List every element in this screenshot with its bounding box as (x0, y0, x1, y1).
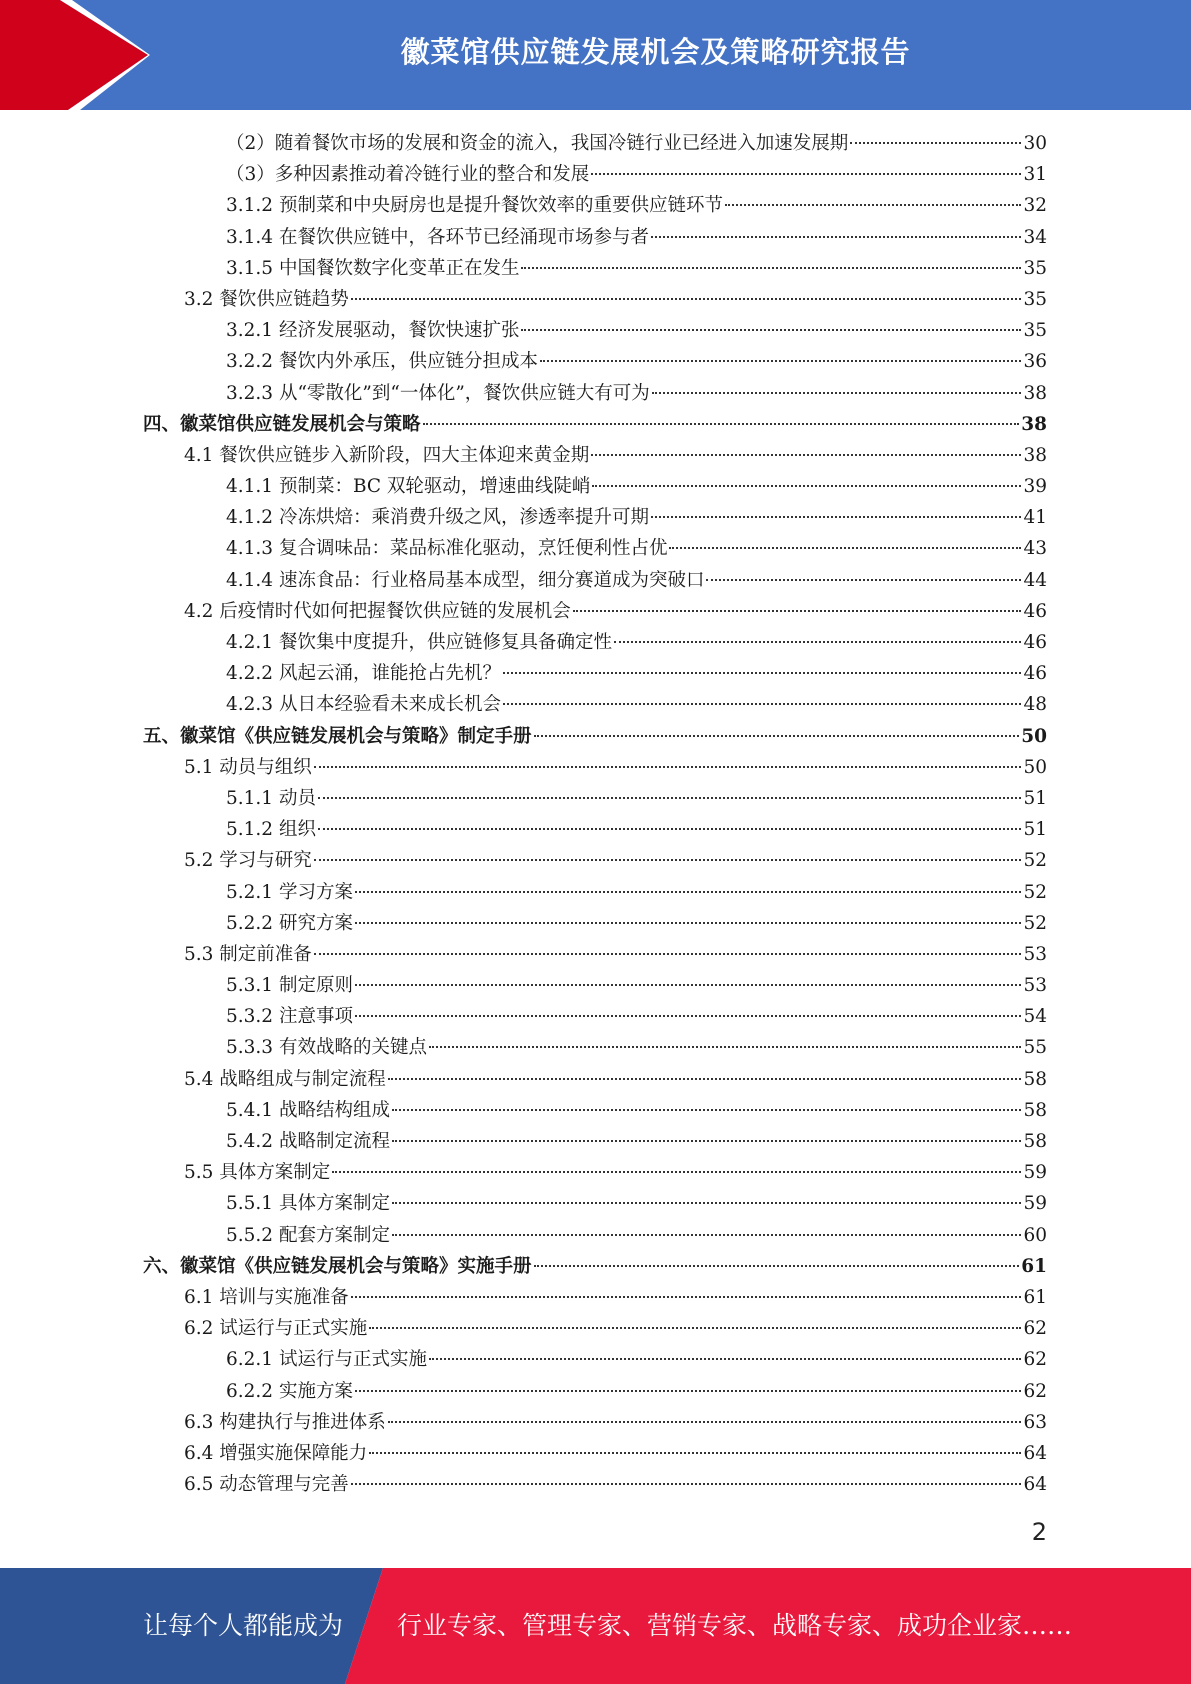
toc-entry[interactable] (0, 845, 1191, 876)
toc-entry-label: 5.2.1 学习方案 (226, 881, 353, 903)
toc-dot-leader (369, 1450, 1021, 1454)
toc-entry-page: 62 (1023, 1318, 1047, 1340)
footer-slogan-right: 行业专家、管理专家、营销专家、战略专家、成功企业家…… (397, 1611, 1073, 1640)
toc-entry-page: 64 (1023, 1442, 1047, 1464)
toc-entry[interactable] (0, 877, 1191, 908)
toc-entry-page: 46 (1023, 600, 1047, 622)
page-number: 2 (1031, 1518, 1047, 1546)
toc-entry[interactable] (0, 1220, 1191, 1251)
toc-dot-leader (355, 889, 1022, 893)
toc-entry[interactable] (0, 1126, 1191, 1157)
toc-dot-leader (850, 140, 1021, 144)
toc-entry[interactable] (0, 752, 1191, 783)
toc-entry-page: 36 (1023, 351, 1047, 373)
toc-entry-page: 30 (1023, 133, 1047, 154)
toc-entry[interactable] (0, 1438, 1191, 1469)
toc-entry[interactable] (0, 1469, 1191, 1500)
toc-dot-leader (318, 795, 1022, 799)
toc-dot-leader (651, 514, 1021, 518)
toc-entry-page: 53 (1023, 975, 1047, 997)
toc-entry[interactable] (0, 1188, 1191, 1219)
toc-entry[interactable] (0, 596, 1191, 627)
toc-entry-page: 58 (1023, 1068, 1047, 1090)
toc-entry-label: 4.2.1 餐饮集中度提升，供应链修复具备确定性 (226, 632, 612, 653)
toc-dot-leader (355, 1013, 1022, 1017)
page-header (0, 0, 1191, 110)
toc-entry-page: 50 (1023, 756, 1047, 778)
toc-entry-page: 51 (1023, 819, 1047, 841)
toc-entry-page: 46 (1023, 663, 1047, 685)
toc-entry-label: 4.1.1 预制菜：BC 双轮驱动，增速曲线陡峭 (226, 476, 591, 498)
toc-entry[interactable] (0, 1032, 1191, 1063)
toc-entry-page: 62 (1023, 1380, 1047, 1402)
toc-entry-label: 3.2 餐饮供应链趋势 (184, 288, 349, 310)
toc-entry[interactable] (0, 128, 1191, 159)
toc-entry-label: 5.5 具体方案制定 (184, 1162, 331, 1184)
toc-dot-leader (314, 764, 1022, 768)
toc-dot-leader (351, 296, 1022, 300)
toc-dot-leader (534, 733, 1020, 737)
toc-entry-label: 6.5 动态管理与完善 (184, 1474, 349, 1496)
toc-dot-leader (591, 171, 1021, 175)
toc-entry-label: 3.1.2 预制菜和中央厨房也是提升餐饮效率的重要供应链环节 (226, 195, 723, 217)
toc-entry[interactable] (0, 814, 1191, 845)
toc-entry-label: 5.5.1 具体方案制定 (226, 1193, 390, 1215)
toc-entry-label: 5.3.3 有效战略的关键点 (226, 1037, 427, 1059)
toc-entry-page: 38 (1021, 413, 1047, 435)
toc-dot-leader (591, 452, 1021, 456)
toc-dot-leader (521, 265, 1021, 269)
toc-entry[interactable] (0, 378, 1191, 409)
toc-entry[interactable] (0, 689, 1191, 720)
toc-entry-label: 6.2.1 试运行与正式实施 (226, 1349, 427, 1371)
toc-entry[interactable] (0, 1064, 1191, 1095)
toc-entry-label: 6.4 增强实施保障能力 (184, 1442, 368, 1464)
toc-entry[interactable] (0, 908, 1191, 939)
toc-entry-page: 50 (1021, 725, 1047, 747)
toc-dot-leader (314, 951, 1022, 955)
toc-entry-label: 六、徽菜馆《供应链发展机会与策略》实施手册 (143, 1255, 532, 1277)
toc-dot-leader (429, 1356, 1021, 1360)
toc-entry-label: 3.2.1 经济发展驱动，餐饮快速扩张 (226, 320, 520, 342)
toc-entry-label: 五、徽菜馆《供应链发展机会与策略》制定手册 (143, 725, 532, 747)
toc-entry-page: 62 (1023, 1349, 1047, 1371)
toc-dot-leader (355, 982, 1022, 986)
toc-entry-page: 64 (1023, 1474, 1047, 1496)
toc-entry[interactable] (0, 1095, 1191, 1126)
toc-entry-page: 34 (1023, 226, 1047, 248)
document-title: 徽菜馆供应链发展机会及策略研究报告 (400, 34, 911, 69)
toc-entry-label: 4.1 餐饮供应链步入新阶段，四大主体迎来黄金期 (184, 444, 590, 466)
toc-dot-leader (392, 1200, 1021, 1204)
toc-entry-page: 52 (1023, 912, 1047, 934)
toc-entry-label: 4.1.3 复合调味品：菜品标准化驱动，烹饪便利性占优 (226, 538, 668, 560)
toc-entry-page: 32 (1023, 195, 1047, 217)
toc-entry-label: （2）随着餐饮市场的发展和资金的流入，我国冷链行业已经进入加速发展期 (226, 133, 849, 154)
toc-entry-page: 52 (1023, 850, 1047, 872)
toc-entry[interactable] (0, 1407, 1191, 1438)
toc-entry[interactable] (0, 721, 1191, 752)
toc-entry-label: 5.5.2 配套方案制定 (226, 1224, 390, 1246)
toc-entry[interactable] (0, 284, 1191, 315)
toc-entry[interactable] (0, 1251, 1191, 1282)
toc-entry[interactable] (0, 346, 1191, 377)
toc-entry[interactable] (0, 627, 1191, 658)
toc-dot-leader (423, 421, 1020, 425)
toc-entry-label: 4.2 后疫情时代如何把握餐饮供应链的发展机会 (184, 600, 571, 622)
toc-entry-page: 31 (1023, 164, 1047, 186)
toc-entry-page: 52 (1023, 881, 1047, 903)
toc-entry-label: 3.2.2 餐饮内外承压，供应链分担成本 (226, 351, 538, 373)
toc-entry-page: 35 (1023, 257, 1047, 279)
toc-entry-page: 41 (1023, 507, 1047, 529)
toc-entry-page: 63 (1023, 1411, 1047, 1433)
toc-entry[interactable] (0, 533, 1191, 564)
toc-dot-leader (351, 1294, 1022, 1298)
toc-entry-page: 48 (1023, 694, 1047, 716)
toc-dot-leader (355, 1388, 1022, 1392)
footer-slogan-left: 让每个人都能成为 (143, 1611, 344, 1640)
toc-entry[interactable] (0, 502, 1191, 533)
toc-dot-leader (652, 390, 1022, 394)
toc-entry[interactable] (0, 253, 1191, 284)
toc-entry-page: 35 (1023, 288, 1047, 310)
toc-entry-page: 35 (1023, 320, 1047, 342)
toc-entry-label: 4.2.2 风起云涌，谁能抢占先机？ (226, 663, 501, 685)
toc-entry[interactable] (0, 565, 1191, 596)
toc-entry[interactable] (0, 658, 1191, 689)
toc-entry-page: 51 (1023, 787, 1047, 809)
table-of-contents (0, 128, 1191, 1500)
toc-entry-page: 39 (1023, 476, 1047, 498)
page-footer (0, 1568, 1191, 1684)
toc-entry-label: 5.3 制定前准备 (184, 943, 312, 965)
toc-entry-page: 38 (1023, 382, 1047, 404)
toc-entry-label: 5.1.2 组织 (226, 819, 316, 841)
toc-dot-leader (369, 1325, 1021, 1329)
toc-entry-label: 4.2.3 从日本经验看未来成长机会 (226, 694, 501, 716)
toc-entry-page: 60 (1023, 1224, 1047, 1246)
toc-dot-leader (503, 670, 1021, 674)
toc-dot-leader (573, 608, 1022, 612)
toc-entry-label: 6.2.2 实施方案 (226, 1380, 353, 1402)
toc-entry-label: 5.4.2 战略制定流程 (226, 1131, 390, 1152)
toc-entry[interactable] (0, 939, 1191, 970)
toc-dot-leader (314, 857, 1022, 861)
toc-entry-label: 5.3.2 注意事项 (226, 1006, 353, 1028)
toc-entry[interactable] (0, 1376, 1191, 1407)
toc-entry-label: 4.1.2 冷冻烘焙：乘消费升级之风，渗透率提升可期 (226, 507, 649, 529)
toc-entry-label: 5.2.2 研究方案 (226, 912, 353, 934)
toc-entry-label: 5.1 动员与组织 (184, 756, 312, 778)
toc-entry-page: 38 (1023, 444, 1047, 466)
toc-entry[interactable] (0, 440, 1191, 471)
toc-entry[interactable] (0, 1282, 1191, 1313)
toc-entry[interactable] (0, 315, 1191, 346)
toc-entry-label: 5.1.1 动员 (226, 787, 316, 809)
toc-dot-leader (332, 1169, 1021, 1173)
toc-dot-leader (669, 545, 1021, 549)
toc-entry-page: 54 (1023, 1006, 1047, 1028)
toc-entry-label: 3.2.3 从“零散化”到“一体化”，餐饮供应链大有可为 (226, 382, 650, 404)
toc-entry[interactable] (0, 1344, 1191, 1375)
toc-entry-page: 53 (1023, 943, 1047, 965)
toc-entry-label: 5.4.1 战略结构组成 (226, 1099, 390, 1121)
toc-entry-label: 5.3.1 制定原则 (226, 975, 353, 997)
toc-entry-label: 四、徽菜馆供应链发展机会与策略 (143, 413, 421, 435)
toc-entry-page: 58 (1023, 1131, 1047, 1152)
toc-entry-page: 61 (1021, 1255, 1047, 1277)
toc-dot-leader (706, 577, 1021, 581)
toc-dot-leader (534, 1263, 1020, 1267)
toc-entry[interactable] (0, 409, 1191, 440)
toc-entry-page: 44 (1023, 569, 1047, 591)
toc-entry-page: 59 (1023, 1193, 1047, 1215)
toc-dot-leader (651, 234, 1021, 238)
toc-entry[interactable] (0, 190, 1191, 221)
toc-entry-label: 3.1.5 中国餐饮数字化变革正在发生 (226, 257, 520, 279)
toc-entry[interactable] (0, 471, 1191, 502)
toc-entry-page: 61 (1023, 1286, 1047, 1308)
toc-entry-page: 43 (1023, 538, 1047, 560)
toc-dot-leader (521, 327, 1021, 331)
toc-entry-label: 5.2 学习与研究 (184, 850, 312, 872)
toc-entry-label: 4.1.4 速冻食品：行业格局基本成型，细分赛道成为突破口 (226, 569, 705, 591)
toc-dot-leader (351, 1481, 1022, 1485)
toc-dot-leader (592, 483, 1021, 487)
toc-entry-page: 58 (1023, 1099, 1047, 1121)
toc-dot-leader (725, 202, 1021, 206)
toc-dot-leader (392, 1232, 1021, 1236)
toc-entry[interactable] (0, 783, 1191, 814)
toc-dot-leader (388, 1419, 1022, 1423)
toc-dot-leader (614, 639, 1021, 643)
toc-entry[interactable] (0, 159, 1191, 190)
toc-entry-page: 59 (1023, 1162, 1047, 1184)
toc-dot-leader (392, 1107, 1021, 1111)
toc-entry-label: 5.4 战略组成与制定流程 (184, 1068, 386, 1090)
toc-dot-leader (429, 1044, 1021, 1048)
toc-dot-leader (503, 701, 1021, 705)
toc-entry-label: 6.2 试运行与正式实施 (184, 1318, 368, 1340)
toc-entry-page: 55 (1023, 1037, 1047, 1059)
toc-dot-leader (318, 826, 1022, 830)
toc-entry-label: （3）多种因素推动着冷链行业的整合和发展 (226, 164, 590, 186)
toc-entry[interactable] (0, 1313, 1191, 1344)
toc-entry[interactable] (0, 1001, 1191, 1032)
toc-dot-leader (540, 358, 1021, 362)
toc-entry-label: 6.3 构建执行与推进体系 (184, 1411, 386, 1433)
toc-dot-leader (388, 1076, 1022, 1080)
toc-entry[interactable] (0, 970, 1191, 1001)
toc-dot-leader (392, 1138, 1021, 1142)
toc-dot-leader (355, 920, 1022, 924)
toc-entry-page: 46 (1023, 632, 1047, 653)
toc-entry[interactable] (0, 222, 1191, 253)
toc-entry-label: 3.1.4 在餐饮供应链中，各环节已经涌现市场参与者 (226, 226, 649, 248)
toc-entry-label: 6.1 培训与实施准备 (184, 1286, 349, 1308)
toc-entry[interactable] (0, 1157, 1191, 1188)
